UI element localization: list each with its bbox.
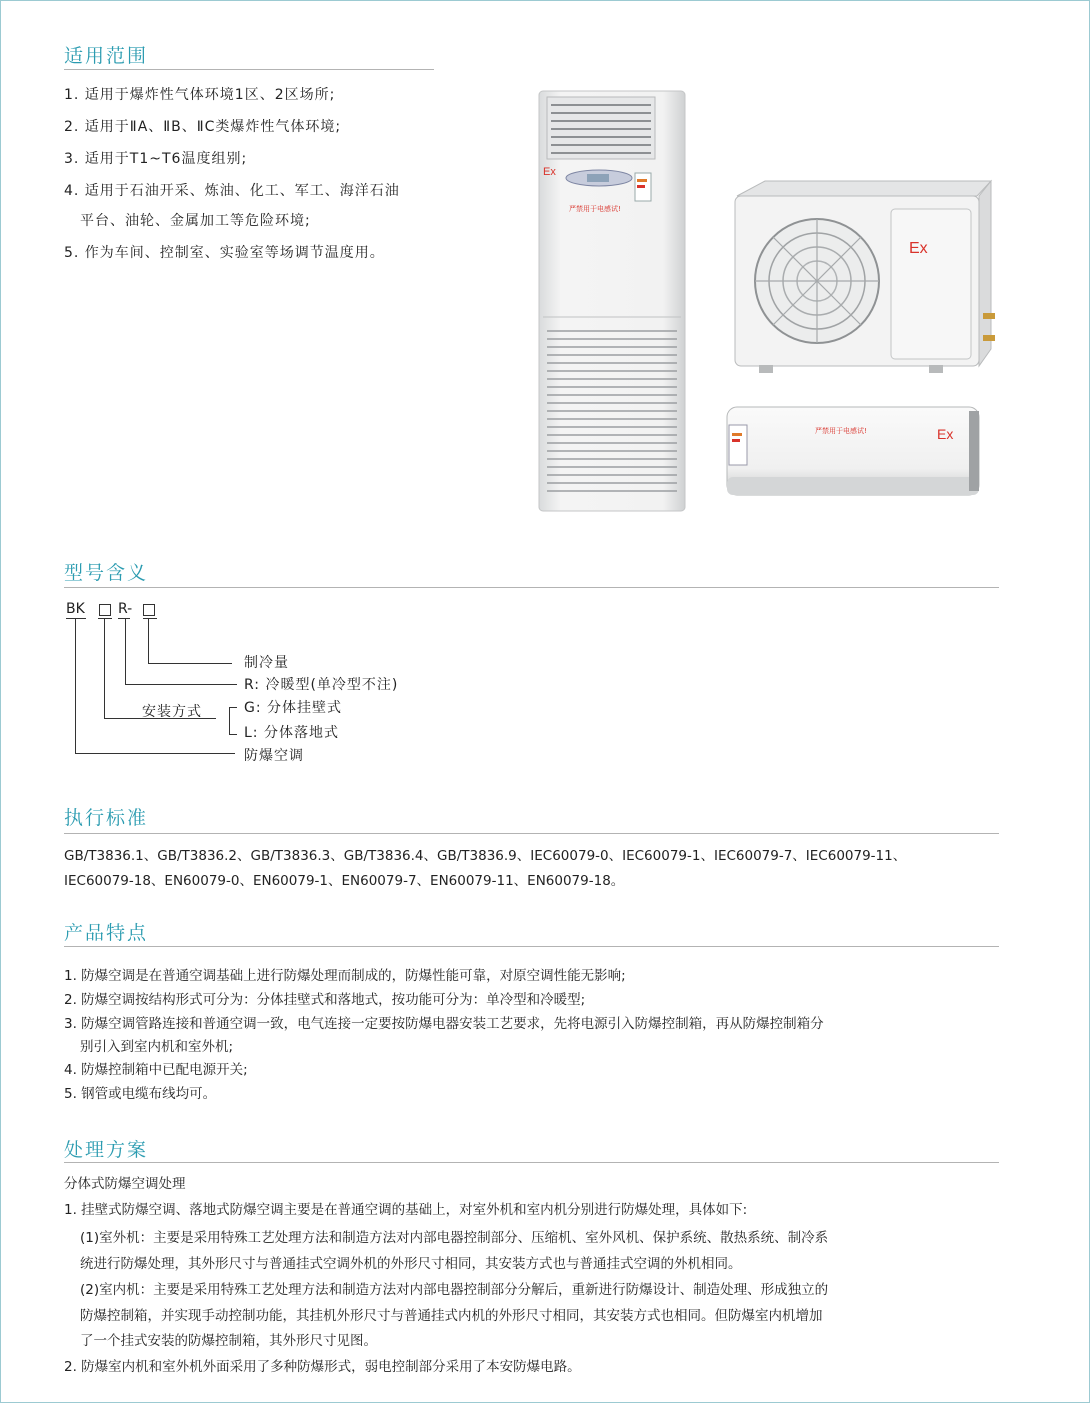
ex-mark-outdoor: Ex [909, 240, 928, 257]
scope-item-3: 3. 适用于T1~T6温度组别; [64, 151, 248, 167]
section-rule [64, 833, 999, 834]
solution-indoor-3: 了一个挂式安装的防爆控制箱，其外形尺寸见图。 [80, 1333, 377, 1349]
solution-outdoor-1: (1)室外机：主要是采用特殊工艺处理方法和制造方法对内部电器控制部分、压缩机、室外风机、保护系统、散热系统、制冷系 [80, 1230, 829, 1246]
solution-line-1: 1. 挂壁式防爆空调、落地式防爆空调主要是在普通空调的基础上，对室外机和室内机分别进行防爆处理，具体如下: [64, 1202, 748, 1218]
model-label-r: R: 冷暖型(单冷型不注) [244, 677, 399, 693]
warning-text-wall: 严禁用于电感试! [815, 427, 867, 435]
outdoor-unit [735, 181, 995, 373]
features-item-5: 5. 钢管或电缆布线均可。 [64, 1086, 217, 1102]
model-mid: R- [118, 601, 133, 617]
model-box-install [99, 604, 111, 616]
features-item-2: 2. 防爆空调按结构形式可分为：分体挂壁式和落地式，按功能可分为：单冷型和冷暖型; [64, 992, 586, 1008]
model-label-l: L: 分体落地式 [244, 725, 339, 741]
features-item-3: 3. 防爆空调管路连接和普通空调一致，电气连接一定要按防爆电器安装工艺要求，先将电源引入防爆控制箱，再从防爆控制箱分 [64, 1016, 824, 1032]
ex-mark-cabinet: Ex [543, 166, 556, 178]
features-item-3-cont: 别引入到室内机和室外机; [80, 1039, 234, 1055]
solution-line-2: 2. 防爆室内机和室外机外面采用了多种防爆形式，弱电控制部分采用了本安防爆电路。 [64, 1359, 581, 1375]
solution-subtitle: 分体式防爆空调处理 [64, 1176, 186, 1192]
model-label-install: 安装方式 [142, 704, 202, 720]
model-label-product: 防爆空调 [244, 748, 304, 764]
floor-standing-unit [539, 91, 685, 511]
solution-indoor-2: 防爆控制箱，并实现手动控制功能，其挂机外形尺寸与普通挂式内机的外形尺寸相同，其安装方式也相同。但防爆室内机增加 [80, 1308, 823, 1324]
warning-text-cabinet: 严禁用于电感试! [569, 205, 621, 213]
standards-line-1: GB/T3836.1、GB/T3836.2、GB/T3836.3、GB/T3836.4、GB/T3836.9、IEC60079-0、IEC60079-1、IEC60079-7、IEC60079-11、 [64, 848, 907, 864]
solution-indoor-1: (2)室内机：主要是采用特殊工艺处理方法和制造方法对内部电器控制部分分解后，重新进行防爆设计、制造处理、形成独立的 [80, 1282, 829, 1298]
scope-item-2: 2. 适用于ⅡA、ⅡB、ⅡC类爆炸性气体环境; [64, 119, 342, 135]
section-title-features: 产品特点 [64, 922, 149, 944]
model-box-capacity [143, 604, 155, 616]
model-label-g: G: 分体挂壁式 [244, 700, 343, 716]
section-rule [64, 1162, 999, 1163]
section-rule [64, 946, 999, 947]
wall-mounted-unit [727, 407, 979, 495]
section-title-solution: 处理方案 [64, 1139, 149, 1161]
section-title-standards: 执行标准 [64, 807, 149, 829]
scope-item-5: 5. 作为车间、控制室、实验室等场调节温度用。 [64, 245, 385, 261]
air-conditioner-product-image [529, 81, 999, 516]
section-rule [64, 587, 999, 588]
scope-item-4: 4. 适用于石油开采、炼油、化工、军工、海洋石油 [64, 183, 400, 199]
section-title-scope: 适用范围 [64, 45, 149, 67]
standards-line-2: IEC60079-18、EN60079-0、EN60079-1、EN60079-7、EN60079-11、EN60079-18。 [64, 873, 625, 889]
scope-item-4-cont: 平台、油轮、金属加工等危险环境; [80, 213, 311, 229]
solution-outdoor-2: 统进行防爆处理，其外形尺寸与普通挂式空调外机的外形尺寸相同，其安装方式也与普通挂式空调的外机相同。 [80, 1256, 742, 1272]
features-item-4: 4. 防爆控制箱中已配电源开关; [64, 1062, 248, 1078]
model-prefix: BK [66, 601, 85, 617]
ex-mark-wall: Ex [937, 426, 954, 442]
section-title-model: 型号含义 [64, 562, 149, 584]
scope-item-1: 1. 适用于爆炸性气体环境1区、2区场所; [64, 87, 336, 103]
features-item-1: 1. 防爆空调是在普通空调基础上进行防爆处理而制成的，防爆性能可靠，对原空调性能无影响; [64, 968, 626, 984]
model-label-capacity: 制冷量 [244, 655, 289, 671]
section-rule [64, 69, 434, 70]
